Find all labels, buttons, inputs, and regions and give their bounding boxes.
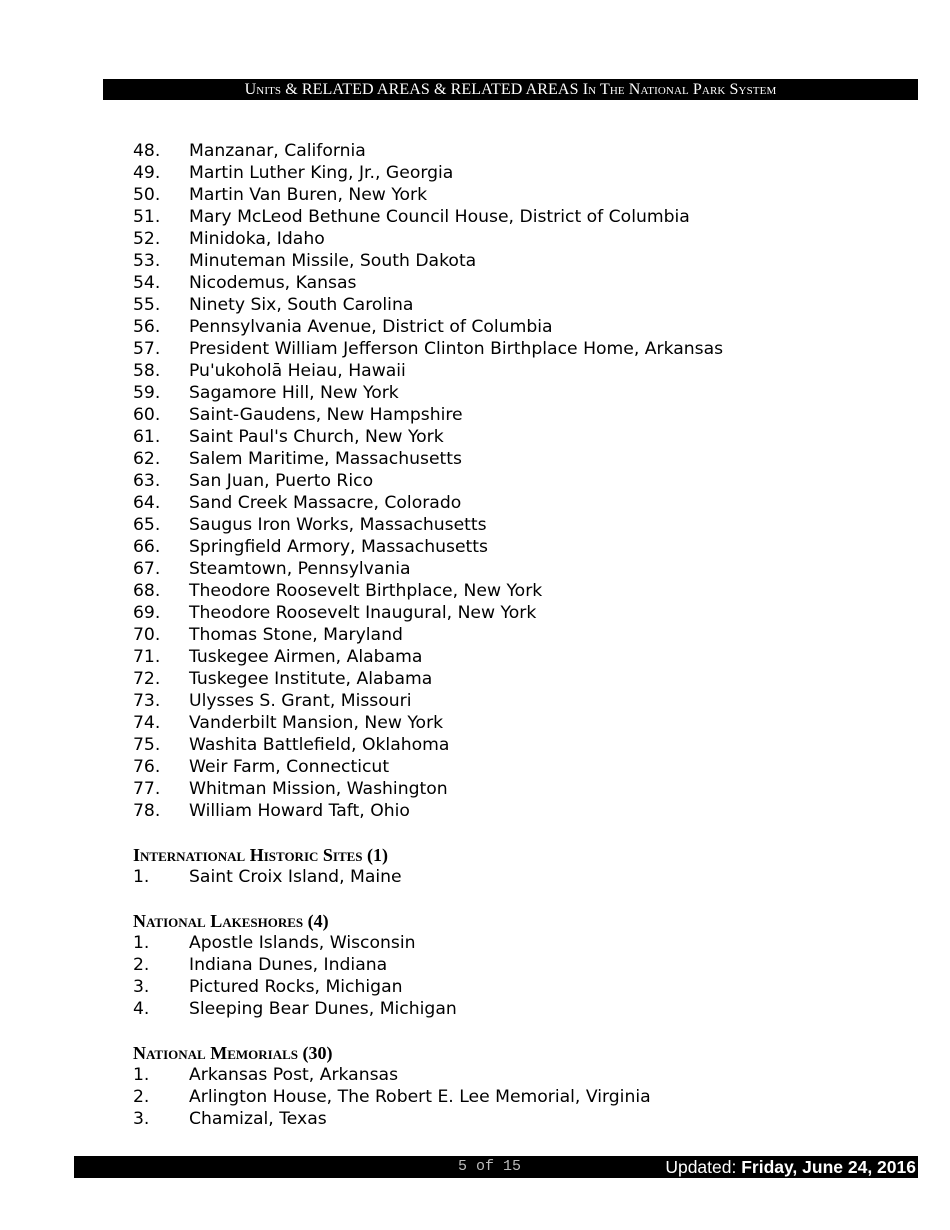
item-number: 63. [133, 471, 161, 491]
item-number: 70. [133, 625, 161, 645]
list-item [133, 558, 913, 580]
item-number: 56. [133, 317, 161, 337]
list-item [133, 932, 913, 954]
item-name: Theodore Roosevelt Inaugural, New York [189, 603, 537, 623]
item-name: Saint Croix Island, Maine [189, 867, 402, 887]
item-name: Minuteman Missile, South Dakota [189, 251, 477, 271]
page-footer [74, 1156, 918, 1178]
list-item [133, 140, 913, 162]
item-number: 61. [133, 427, 161, 447]
item-name: Arkansas Post, Arkansas [189, 1065, 399, 1085]
item-name: Pu'ukoholā Heiau, Hawaii [189, 361, 406, 381]
section-heading: National Memorials (30) [133, 1043, 333, 1063]
list-item [133, 492, 913, 514]
item-name: Arlington House, The Robert E. Lee Memorial, Virginia [189, 1087, 651, 1107]
item-number: 72. [133, 669, 161, 689]
item-name: Ninety Six, South Carolina [189, 295, 414, 315]
historic-sites-list [133, 140, 913, 822]
page-header [103, 79, 918, 100]
item-name: Sagamore Hill, New York [189, 383, 399, 403]
list-item [133, 998, 913, 1020]
item-number: 52. [133, 229, 161, 249]
item-number: 62. [133, 449, 161, 469]
section-list [133, 866, 913, 888]
item-number: 67. [133, 559, 161, 579]
item-number: 4. [133, 999, 150, 1019]
list-item [133, 294, 913, 316]
item-name: Saint-Gaudens, New Hampshire [189, 405, 463, 425]
header-title: Units & RELATED AREAS & RELATED AREAS In The National Park System [244, 81, 777, 98]
list-item [133, 976, 913, 998]
list-item [133, 426, 913, 448]
item-number: 73. [133, 691, 161, 711]
item-name: Salem Maritime, Massachusetts [189, 449, 462, 469]
item-name: Whitman Mission, Washington [189, 779, 448, 799]
item-name: Tuskegee Airmen, Alabama [189, 647, 423, 667]
item-name: Vanderbilt Mansion, New York [189, 713, 444, 733]
list-item [133, 250, 913, 272]
item-name: Sand Creek Massacre, Colorado [189, 493, 462, 513]
list-item [133, 690, 913, 712]
item-number: 2. [133, 955, 150, 975]
item-name: Tuskegee Institute, Alabama [189, 669, 433, 689]
list-item [133, 404, 913, 426]
item-number: 48. [133, 141, 161, 161]
section-list [133, 1064, 913, 1130]
list-item [133, 800, 913, 822]
list-item [133, 954, 913, 976]
item-name: San Juan, Puerto Rico [189, 471, 374, 491]
item-number: 75. [133, 735, 161, 755]
list-item [133, 734, 913, 756]
item-number: 64. [133, 493, 161, 513]
list-item [133, 1064, 913, 1086]
page-number: 5 of 15 [458, 1158, 522, 1175]
item-number: 50. [133, 185, 161, 205]
item-number: 49. [133, 163, 161, 183]
list-item [133, 624, 913, 646]
item-name: Indiana Dunes, Indiana [189, 955, 388, 975]
item-name: Minidoka, Idaho [189, 229, 325, 249]
item-name: Pennsylvania Avenue, District of Columbia [189, 317, 553, 337]
item-number: 2. [133, 1087, 150, 1107]
item-name: Martin Van Buren, New York [189, 185, 428, 205]
list-item [133, 316, 913, 338]
updated-date: Friday, June 24, 2016 [741, 1157, 916, 1177]
item-number: 76. [133, 757, 161, 777]
list-item [133, 228, 913, 250]
item-name: Washita Battlefield, Oklahoma [189, 735, 450, 755]
list-item [133, 756, 913, 778]
list-item [133, 1108, 913, 1130]
item-name: Ulysses S. Grant, Missouri [189, 691, 412, 711]
updated-stamp [665, 1156, 916, 1178]
item-number: 74. [133, 713, 161, 733]
list-item [133, 712, 913, 734]
list-item [133, 338, 913, 360]
section-national-memorials [133, 1042, 913, 1130]
list-item [133, 580, 913, 602]
item-number: 60. [133, 405, 161, 425]
item-number: 54. [133, 273, 161, 293]
list-item [133, 602, 913, 624]
item-number: 51. [133, 207, 161, 227]
item-number: 1. [133, 867, 150, 887]
section-heading: National Lakeshores (4) [133, 911, 329, 931]
item-name: Saint Paul's Church, New York [189, 427, 444, 447]
item-number: 59. [133, 383, 161, 403]
item-name: Weir Farm, Connecticut [189, 757, 390, 777]
item-name: Sleeping Bear Dunes, Michigan [189, 999, 457, 1019]
item-name: Theodore Roosevelt Birthplace, New York [189, 581, 543, 601]
list-item [133, 668, 913, 690]
item-number: 1. [133, 933, 150, 953]
item-number: 53. [133, 251, 161, 271]
item-name: Chamizal, Texas [189, 1109, 327, 1129]
item-number: 58. [133, 361, 161, 381]
item-number: 55. [133, 295, 161, 315]
item-name: Thomas Stone, Maryland [189, 625, 403, 645]
item-number: 65. [133, 515, 161, 535]
item-number: 57. [133, 339, 161, 359]
item-number: 3. [133, 1109, 150, 1129]
updated-label: Updated: [665, 1157, 742, 1177]
section-heading: International Historic Sites (1) [133, 845, 389, 865]
item-number: 78. [133, 801, 161, 821]
item-number: 66. [133, 537, 161, 557]
list-item [133, 184, 913, 206]
list-item [133, 778, 913, 800]
section-international-historic-sites [133, 844, 913, 888]
document-body [133, 140, 913, 1130]
list-item [133, 272, 913, 294]
list-item [133, 514, 913, 536]
item-name: Steamtown, Pennsylvania [189, 559, 411, 579]
list-item [133, 206, 913, 228]
item-name: Pictured Rocks, Michigan [189, 977, 403, 997]
list-item [133, 646, 913, 668]
item-number: 71. [133, 647, 161, 667]
section-national-lakeshores [133, 910, 913, 1020]
item-name: Manzanar, California [189, 141, 366, 161]
list-item [133, 162, 913, 184]
list-item [133, 536, 913, 558]
list-item [133, 470, 913, 492]
item-number: 3. [133, 977, 150, 997]
item-name: President William Jefferson Clinton Birthplace Home, Arkansas [189, 339, 724, 359]
item-name: Saugus Iron Works, Massachusetts [189, 515, 487, 535]
list-item [133, 448, 913, 470]
list-item [133, 866, 913, 888]
item-number: 68. [133, 581, 161, 601]
sections-container [133, 844, 913, 1130]
item-number: 77. [133, 779, 161, 799]
item-name: Martin Luther King, Jr., Georgia [189, 163, 454, 183]
list-item [133, 1086, 913, 1108]
item-number: 69. [133, 603, 161, 623]
item-name: Nicodemus, Kansas [189, 273, 357, 293]
item-name: William Howard Taft, Ohio [189, 801, 410, 821]
item-name: Mary McLeod Bethune Council House, District of Columbia [189, 207, 690, 227]
item-number: 1. [133, 1065, 150, 1085]
item-name: Springfield Armory, Massachusetts [189, 537, 488, 557]
list-item [133, 360, 913, 382]
item-name: Apostle Islands, Wisconsin [189, 933, 416, 953]
section-list [133, 932, 913, 1020]
list-item [133, 382, 913, 404]
